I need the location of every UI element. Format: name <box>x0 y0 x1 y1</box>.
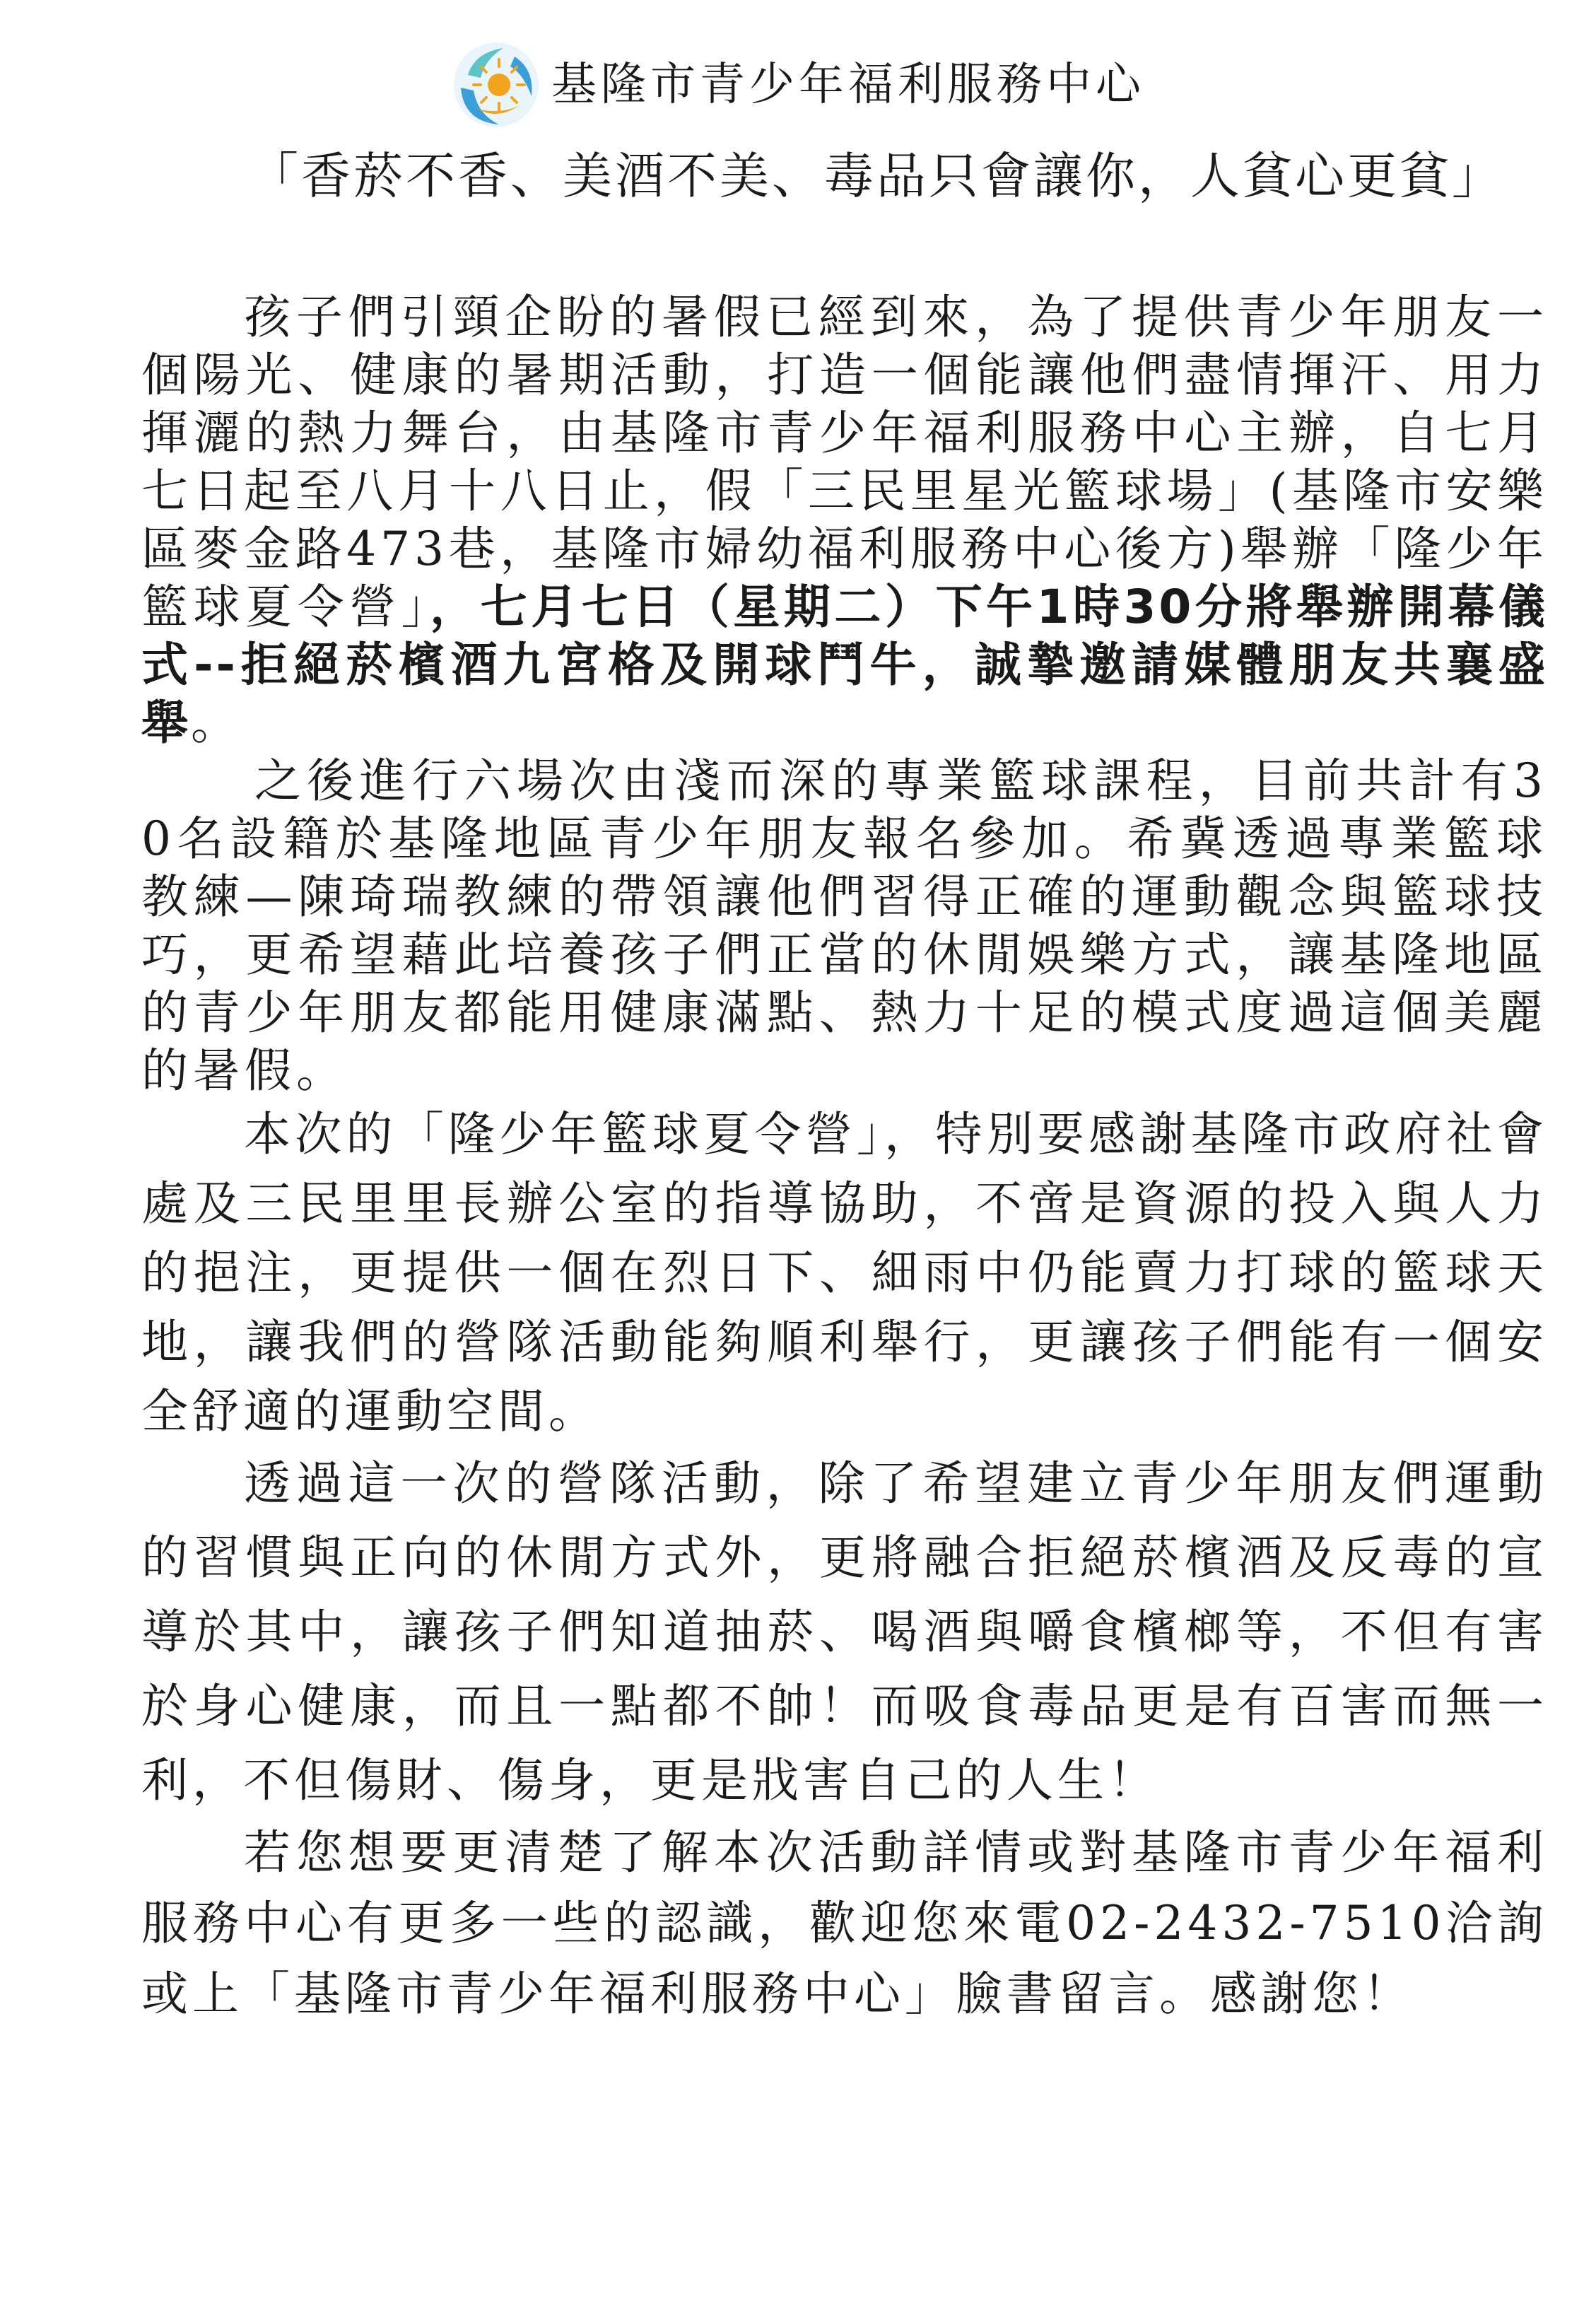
paragraph-1-text: 孩子們引頸企盼的暑假已經到來，為了提供青少年朋友一個陽光、健康的暑期活動，打造一個能讓他們盡情揮汗、用力揮灑的熱力舞台，由基隆市青少年福利服務中心主辦，自七月七日起至八月十八日止，假「三民里星光籃球場」(基隆市安樂區麥金路473巷，基隆市婦幼福利服務中心後方)舉辦「隆少年籃球夏令營」 <box>141 290 1548 634</box>
paragraph-1-bold-text: ，七月七日（星期二）下午1時30分將舉辦開幕儀式--拒絕菸檳酒九宮格及開球鬥牛，誠摯邀請媒體朋友共襄盛舉 <box>141 580 1548 750</box>
slogan: 「香菸不香、美酒不美、毒品只會讓你，人貧心更貧」 <box>249 147 1504 205</box>
article-body <box>141 288 1548 2030</box>
paragraph-3: 本次的「隆少年籃球夏令營」，特別要感謝基隆市政府社會處及三民里里長辦公室的指導協助，不啻是資源的投入與人力的挹注，更提供一個在烈日下、細雨中仍能賣力打球的籃球天地，讓我們的營隊活動能夠順利舉行，更讓孩子們能有一個安全舒適的運動空間。 <box>141 1107 1548 1439</box>
paragraph-2: 之後進行六場次由淺而深的專業籃球課程，目前共計有30名設籍於基隆地區青少年朋友報名參加。希冀透過專業籃球教練—陳琦瑞教練的帶領讓他們習得正確的運動觀念與籃球技巧，更希望藉此培養孩子們正當的休閒娛樂方式，讓基隆地區的青少年朋友都能用健康滿點、熱力十足的模式度過這個美麗的暑假。 <box>141 754 1548 1098</box>
paragraph-4: 透過這一次的營隊活動，除了希望建立青少年朋友們運動的習慣與正向的休閒方式外，更將融合拒絕菸檳酒及反毒的宣導於其中，讓孩子們知道抽菸、喝酒與嚼食檳榔等，不但有害於身心健康，而且一點都不帥！而吸食毒品更是有百害而無一利，不但傷財、傷身，更是戕害自己的人生！ <box>141 1456 1548 1808</box>
sun-hands-logo-icon <box>450 38 543 131</box>
paragraph-1-end: 。 <box>191 696 242 750</box>
letterhead <box>0 28 1596 134</box>
organization-name: 基隆市青少年福利服務中心 <box>551 59 1145 111</box>
paragraph-5: 若您想要更清楚了解本次活動詳情或對基隆市青少年福利服務中心有更多一些的認識，歡迎您來電02-2432-7510洽詢或上「基隆市青少年福利服務中心」臉書留言。感謝您！ <box>141 1825 1548 2021</box>
paragraph-1 <box>141 288 1548 752</box>
